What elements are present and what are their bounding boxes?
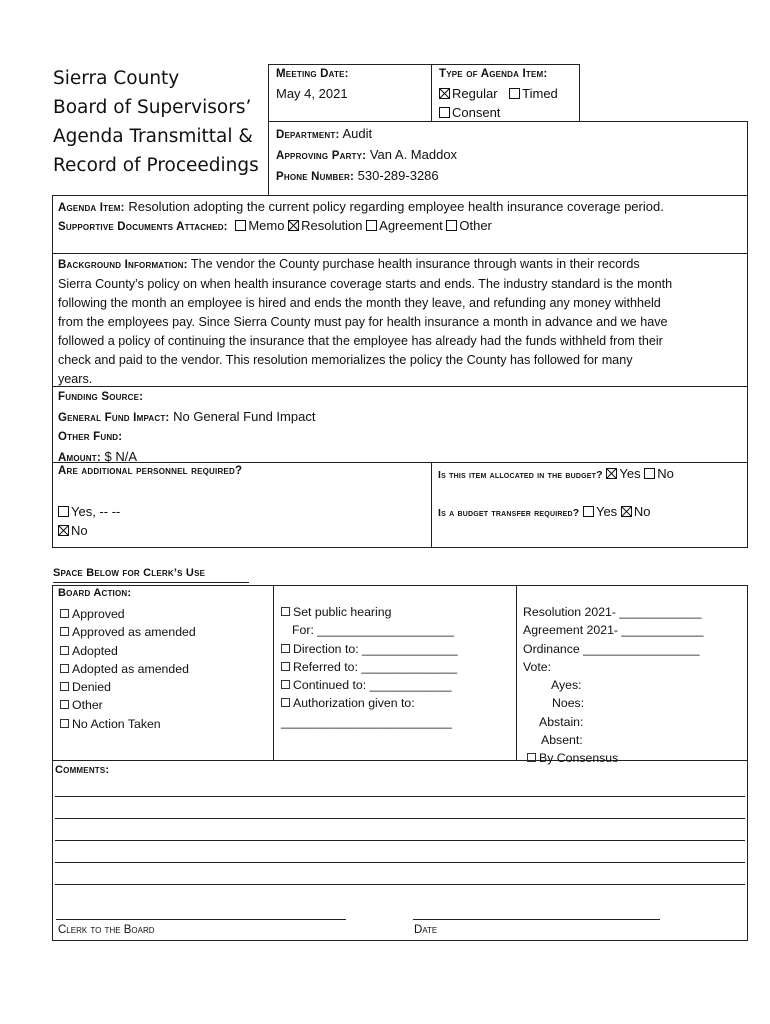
personnel-no-label: No xyxy=(71,523,88,538)
divider-vertical xyxy=(431,462,432,548)
supportive-docs-label: Supportive Documents Attached: xyxy=(58,221,228,233)
comment-line-3[interactable] xyxy=(55,840,745,841)
comment-line-5[interactable] xyxy=(55,884,745,885)
continued-label: Continued to: ____________ xyxy=(293,678,452,693)
background-line-3: following the month an employee is hired and ends the month they leave, and refunding any money withheld xyxy=(58,296,661,310)
clerk-signature-line[interactable] xyxy=(56,919,346,920)
referred-checkbox[interactable] xyxy=(281,662,290,671)
personnel-yes-checkbox[interactable] xyxy=(58,506,69,517)
transfer-yes-checkbox[interactable] xyxy=(583,506,594,517)
transfer-no-label: No xyxy=(633,504,651,519)
department-value: Audit xyxy=(342,126,373,141)
allocated-yes-checkbox[interactable] xyxy=(606,468,617,479)
ordinance-number: Ordinance _________________ xyxy=(523,641,700,656)
agreement-number: Agreement 2021- ____________ xyxy=(523,623,704,638)
clerk-to-board-label: Clerk to the Board xyxy=(58,924,155,936)
amount-value: $ N/A xyxy=(104,449,138,464)
referred-label: Referred to: ______________ xyxy=(293,659,458,674)
agreement-checkbox[interactable] xyxy=(366,220,377,231)
public-hearing-checkbox[interactable] xyxy=(281,607,290,616)
personnel-yes-label: Yes, -- -- xyxy=(71,504,121,519)
direction-checkbox[interactable] xyxy=(281,644,290,653)
memo-label: Memo xyxy=(248,218,285,233)
no-action-checkbox[interactable] xyxy=(60,719,69,728)
phone-label: Phone Number: xyxy=(276,171,355,183)
agenda-item-value: Resolution adopting the current policy regarding employee health insurance coverage period. xyxy=(128,199,664,214)
background-info xyxy=(58,255,746,389)
ayes-label: Ayes: xyxy=(551,678,582,693)
consensus-checkbox[interactable] xyxy=(527,753,536,762)
allocated-no-label: No xyxy=(657,466,674,481)
approving-party-value: Van A. Maddox xyxy=(369,147,458,162)
record-numbers xyxy=(523,603,704,768)
comment-line-1[interactable] xyxy=(55,796,745,797)
vote-label: Vote: xyxy=(523,659,552,674)
budget-transfer-label: Is a budget transfer required? xyxy=(438,507,580,519)
meeting-date-value: May 4, 2021 xyxy=(276,86,348,101)
action-adopted-amended: Adopted as amended xyxy=(72,661,189,676)
agenda-item-row xyxy=(58,197,744,218)
meeting-date-label: Meeting Date: xyxy=(276,68,349,80)
noes-label: Noes: xyxy=(552,696,585,711)
budget-transfer-row xyxy=(438,502,650,523)
absent-label: Absent: xyxy=(541,733,583,748)
budget-allocated-row xyxy=(438,464,674,485)
personnel-no-checkbox[interactable] xyxy=(58,525,69,536)
clerk-section-label: Space Below for Clerk’s Use xyxy=(53,567,206,579)
action-denied: Denied xyxy=(72,680,111,695)
comments-label: Comments: xyxy=(55,764,110,776)
department-block xyxy=(276,124,457,187)
background-line-2: Sierra County’s policy on when health insurance coverage starts and ends. The industry standard is the month xyxy=(58,277,673,291)
other-checkbox[interactable] xyxy=(446,220,457,231)
adopted-amended-checkbox[interactable] xyxy=(60,664,69,673)
for-line: For: ____________________ xyxy=(292,623,455,638)
action-no-action: No Action Taken xyxy=(72,716,161,731)
public-hearing-label: Set public hearing xyxy=(293,605,392,619)
allocated-no-checkbox[interactable] xyxy=(644,468,655,479)
agenda-type-options xyxy=(439,84,579,122)
approved-amended-checkbox[interactable] xyxy=(60,627,69,636)
clerk-divider-1 xyxy=(273,585,274,760)
authorization-line: _________________________ xyxy=(281,714,452,729)
personnel-label: Are additional personnel required? xyxy=(58,465,243,477)
supportive-docs-row xyxy=(58,216,492,237)
consent-label: Consent xyxy=(452,105,501,120)
title-line-3: Agenda Transmittal & xyxy=(53,126,253,147)
transfer-yes-label: Yes xyxy=(595,504,618,519)
resolution-number: Resolution 2021- ____________ xyxy=(523,605,702,619)
agreement-label: Agreement xyxy=(379,218,443,233)
background-line-1: The vendor the County purchase health insurance through wants in their records xyxy=(190,257,640,271)
memo-checkbox[interactable] xyxy=(235,220,246,231)
authorization-checkbox[interactable] xyxy=(281,698,290,707)
background-line-5: followed a policy of continuing the insurance that the employee has already had the funds withheld from their xyxy=(58,334,663,348)
background-label: Background Information: xyxy=(58,259,188,271)
action-approved: Approved xyxy=(72,607,125,621)
other-doc-label: Other xyxy=(459,218,492,233)
abstain-label: Abstain: xyxy=(539,714,584,729)
other-fund-label: Other Fund: xyxy=(58,431,123,443)
divider-1 xyxy=(52,253,748,254)
date-label: Date xyxy=(414,924,438,936)
other-action-checkbox[interactable] xyxy=(60,700,69,709)
general-fund-label: General Fund Impact: xyxy=(58,412,170,424)
agenda-item-label: Agenda Item: xyxy=(58,202,125,214)
agency-title xyxy=(53,64,263,180)
approving-party-label: Approving Party: xyxy=(276,150,367,162)
funding-source-label: Funding Source: xyxy=(58,391,144,403)
funding-block xyxy=(58,388,315,468)
resolution-label: Resolution xyxy=(301,218,363,233)
amount-label: Amount: xyxy=(58,452,101,464)
action-other: Other xyxy=(72,698,103,713)
phone-value: 530-289-3286 xyxy=(357,168,439,183)
consent-checkbox[interactable] xyxy=(439,107,450,118)
resolution-checkbox[interactable] xyxy=(288,220,299,231)
clerk-divider-2 xyxy=(516,585,517,760)
denied-checkbox[interactable] xyxy=(60,682,69,691)
direction-label: Direction to: ______________ xyxy=(293,641,458,656)
title-line-4: Record of Proceedings xyxy=(53,155,259,176)
transfer-no-checkbox[interactable] xyxy=(621,506,632,517)
comment-line-2[interactable] xyxy=(55,818,745,819)
date-signature-line[interactable] xyxy=(413,919,660,920)
hearing-options xyxy=(281,603,458,731)
personnel-options xyxy=(58,502,120,540)
action-adopted: Adopted xyxy=(72,643,118,658)
title-line-1: Sierra County xyxy=(53,68,180,89)
continued-checkbox[interactable] xyxy=(281,680,290,689)
action-approved-amended: Approved as amended xyxy=(72,625,196,640)
adopted-checkbox[interactable] xyxy=(60,646,69,655)
regular-checkbox[interactable] xyxy=(439,88,450,99)
background-line-7: years. xyxy=(58,372,93,386)
budget-allocated-label: Is this item allocated in the budget? xyxy=(438,469,603,481)
regular-label: Regular xyxy=(452,86,498,101)
authorization-label: Authorization given to: xyxy=(293,696,415,711)
approved-checkbox[interactable] xyxy=(60,609,69,618)
general-fund-value: No General Fund Impact xyxy=(173,409,316,424)
timed-checkbox[interactable] xyxy=(509,88,520,99)
background-line-6: check and paid to the vendor. This resolution memorializes the policy the County has followed for many xyxy=(58,353,633,367)
title-line-2: Board of Supervisors’ xyxy=(53,97,252,118)
comment-line-4[interactable] xyxy=(55,862,745,863)
board-action-label: Board Action: xyxy=(58,587,132,599)
background-line-4: from the employees pay. Since Sierra County must pay for health insurance a month in advance and we have xyxy=(58,315,668,329)
consensus-label: By Consensus xyxy=(539,751,619,766)
allocated-yes-label: Yes xyxy=(619,466,641,481)
board-actions-list xyxy=(60,605,196,733)
clerk-section-underline xyxy=(53,582,249,583)
department-label: Department: xyxy=(276,129,340,141)
agenda-type-label: Type of Agenda Item: xyxy=(439,68,548,80)
timed-label: Timed xyxy=(522,86,558,101)
